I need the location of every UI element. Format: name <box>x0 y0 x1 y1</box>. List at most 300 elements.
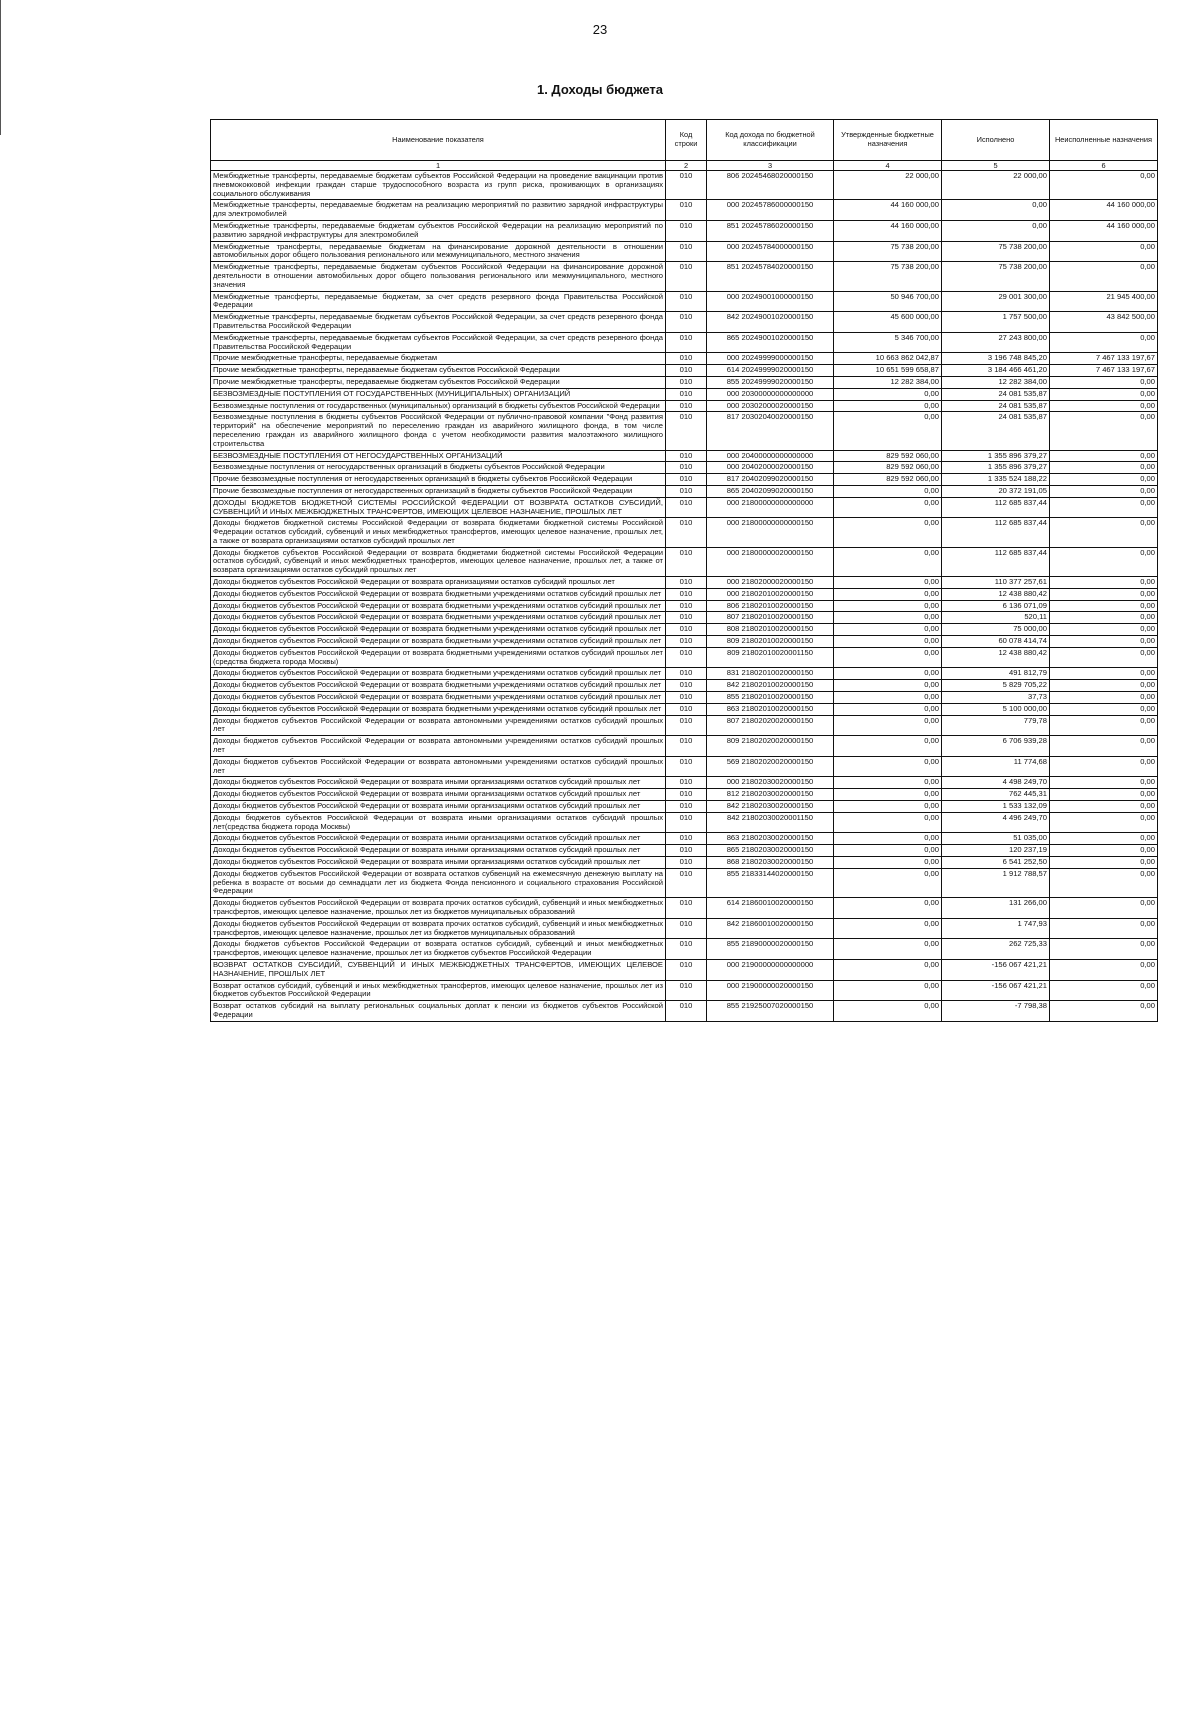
row-approved: 0,00 <box>834 898 942 919</box>
header-income-code: Код дохода по бюджетной классификации <box>707 120 834 161</box>
row-name: Возврат остатков субсидий, субвенций и иных межбюджетных трансфертов, имеющих целевое назначение, прошлых лет из бюджетов субъектов Российской Федерации <box>211 980 666 1001</box>
row-income-code: 812 21802030020000150 <box>707 789 834 801</box>
row-approved: 0,00 <box>834 692 942 704</box>
row-approved: 0,00 <box>834 497 942 518</box>
row-line-code: 010 <box>666 388 707 400</box>
table-row <box>211 980 1158 1001</box>
header-executed: Исполнено <box>942 120 1050 161</box>
row-executed: 520,11 <box>942 612 1050 624</box>
row-executed: 75 000,00 <box>942 624 1050 636</box>
row-executed: 112 685 837,44 <box>942 518 1050 547</box>
table-row <box>211 898 1158 919</box>
row-name: Межбюджетные трансферты, передаваемые бюджетам субъектов Российской Федерации на проведение вакцинации против пневмококковой инфекции граждан старше трудоспособного возраста из групп риска, проживающих в организациях социального обслуживания <box>211 171 666 200</box>
row-unexecuted: 0,00 <box>1050 547 1158 576</box>
row-executed: 5 100 000,00 <box>942 703 1050 715</box>
row-executed: -156 067 421,21 <box>942 980 1050 1001</box>
row-income-code: 000 20249999000000150 <box>707 353 834 365</box>
row-line-code: 010 <box>666 980 707 1001</box>
row-approved: 45 600 000,00 <box>834 312 942 333</box>
row-executed: 6 706 939,28 <box>942 736 1050 757</box>
row-approved: 0,00 <box>834 412 942 450</box>
row-executed: 1 355 896 379,27 <box>942 450 1050 462</box>
row-unexecuted: 21 945 400,00 <box>1050 291 1158 312</box>
header-approved: Утвержденные бюджетные назначения <box>834 120 942 161</box>
row-unexecuted: 0,00 <box>1050 845 1158 857</box>
row-unexecuted: 0,00 <box>1050 777 1158 789</box>
section-title: 1. Доходы бюджета <box>536 82 664 97</box>
row-line-code: 010 <box>666 789 707 801</box>
row-income-code: 855 20249999020000150 <box>707 376 834 388</box>
row-income-code: 817 20402099020000150 <box>707 474 834 486</box>
row-unexecuted: 7 467 133 197,67 <box>1050 353 1158 365</box>
row-line-code: 010 <box>666 833 707 845</box>
row-name: Доходы бюджетов субъектов Российской Федерации от возврата бюджетными учреждениями остатков субсидий прошлых лет <box>211 692 666 704</box>
row-name: Доходы бюджетов субъектов Российской Федерации от возврата автономными учреждениями остатков субсидий прошлых лет <box>211 736 666 757</box>
row-line-code: 010 <box>666 312 707 333</box>
row-name: Доходы бюджетов субъектов Российской Федерации от возврата прочих остатков субсидий, субвенций и иных межбюджетных трансфертов, имеющих целевое назначение, прошлых лет из бюджетов муниципальных образований <box>211 918 666 939</box>
row-unexecuted: 0,00 <box>1050 812 1158 833</box>
row-unexecuted: 0,00 <box>1050 450 1158 462</box>
row-executed: 110 377 257,61 <box>942 577 1050 589</box>
row-approved: 44 160 000,00 <box>834 220 942 241</box>
row-line-code: 010 <box>666 692 707 704</box>
table-row <box>211 868 1158 897</box>
row-income-code: 842 21860010020000150 <box>707 918 834 939</box>
row-executed: 37,73 <box>942 692 1050 704</box>
row-name: Прочие безвозмездные поступления от негосударственных организаций в бюджеты субъектов Российской Федерации <box>211 474 666 486</box>
row-line-code: 010 <box>666 624 707 636</box>
row-approved: 0,00 <box>834 980 942 1001</box>
row-income-code: 614 21860010020000150 <box>707 898 834 919</box>
row-approved: 0,00 <box>834 600 942 612</box>
row-name: Доходы бюджетов субъектов Российской Федерации от возврата бюджетными учреждениями остатков субсидий прошлых лет <box>211 668 666 680</box>
row-executed: 120 237,19 <box>942 845 1050 857</box>
table-row <box>211 577 1158 589</box>
row-name: Межбюджетные трансферты, передаваемые бюджетам субъектов Российской Федерации, за счет средств резервного фонда Правительства Российской Федерации <box>211 332 666 353</box>
row-income-code: 000 20300000000000000 <box>707 388 834 400</box>
row-executed: 4 498 249,70 <box>942 777 1050 789</box>
row-unexecuted: 43 842 500,00 <box>1050 312 1158 333</box>
row-income-code: 863 21802010020000150 <box>707 703 834 715</box>
row-income-code: 000 20245786000000150 <box>707 200 834 221</box>
row-line-code: 010 <box>666 220 707 241</box>
row-executed: 75 738 200,00 <box>942 262 1050 291</box>
row-unexecuted: 0,00 <box>1050 647 1158 668</box>
row-unexecuted: 0,00 <box>1050 376 1158 388</box>
row-unexecuted: 0,00 <box>1050 636 1158 648</box>
table-row <box>211 474 1158 486</box>
row-name: Доходы бюджетов субъектов Российской Федерации от возврата бюджетными учреждениями остатков субсидий прошлых лет <box>211 612 666 624</box>
row-line-code: 010 <box>666 200 707 221</box>
row-line-code: 010 <box>666 547 707 576</box>
row-income-code: 851 20245784020000150 <box>707 262 834 291</box>
row-income-code: 809 21802010020000150 <box>707 636 834 648</box>
row-line-code: 010 <box>666 1001 707 1022</box>
row-approved: 0,00 <box>834 703 942 715</box>
row-income-code: 855 21925007020000150 <box>707 1001 834 1022</box>
row-executed: 29 001 300,00 <box>942 291 1050 312</box>
table-row <box>211 200 1158 221</box>
row-executed: 779,78 <box>942 715 1050 736</box>
row-line-code: 010 <box>666 353 707 365</box>
row-name: Доходы бюджетов субъектов Российской Федерации от возврата бюджетными учреждениями остатков субсидий прошлых лет <box>211 600 666 612</box>
table-row <box>211 756 1158 777</box>
row-approved: 0,00 <box>834 736 942 757</box>
header-unexecuted: Неисполненные назначения <box>1050 120 1158 161</box>
row-unexecuted: 0,00 <box>1050 801 1158 813</box>
row-income-code: 855 21833144020000150 <box>707 868 834 897</box>
row-unexecuted: 0,00 <box>1050 624 1158 636</box>
row-unexecuted: 0,00 <box>1050 388 1158 400</box>
row-line-code: 010 <box>666 636 707 648</box>
row-approved: 0,00 <box>834 518 942 547</box>
row-line-code: 010 <box>666 462 707 474</box>
row-income-code: 807 21802020020000150 <box>707 715 834 736</box>
row-unexecuted: 0,00 <box>1050 497 1158 518</box>
table-row <box>211 959 1158 980</box>
row-name: Доходы бюджетов субъектов Российской Федерации от возврата бюджетными учреждениями остатков субсидий прошлых лет <box>211 624 666 636</box>
row-unexecuted: 0,00 <box>1050 939 1158 960</box>
row-unexecuted: 0,00 <box>1050 868 1158 897</box>
row-name: Доходы бюджетов субъектов Российской Федерации от возврата бюджетными учреждениями остатков субсидий прошлых лет <box>211 636 666 648</box>
row-executed: 1 335 524 188,22 <box>942 474 1050 486</box>
row-approved: 0,00 <box>834 485 942 497</box>
row-line-code: 010 <box>666 474 707 486</box>
row-name: Межбюджетные трансферты, передаваемые бюджетам на финансирование дорожной деятельности в отношении автомобильных дорог общего пользования регионального или межмуниципального, местного значения <box>211 241 666 262</box>
row-approved: 0,00 <box>834 388 942 400</box>
row-unexecuted: 0,00 <box>1050 612 1158 624</box>
row-line-code: 010 <box>666 715 707 736</box>
row-approved: 0,00 <box>834 647 942 668</box>
table-row <box>211 801 1158 813</box>
row-income-code: 569 21802020020000150 <box>707 756 834 777</box>
table-row <box>211 497 1158 518</box>
table-row <box>211 918 1158 939</box>
row-line-code: 010 <box>666 756 707 777</box>
table-header <box>211 120 1158 171</box>
row-line-code: 010 <box>666 376 707 388</box>
row-name: Доходы бюджетов субъектов Российской Федерации от возврата прочих остатков субсидий, субвенций и иных межбюджетных трансфертов, имеющих целевое назначение, прошлых лет из бюджетов муниципальных образований <box>211 898 666 919</box>
row-approved: 0,00 <box>834 868 942 897</box>
row-line-code: 010 <box>666 332 707 353</box>
row-name: Доходы бюджетов субъектов Российской Федерации от возврата остатков субвенций на ежемесячную денежную выплату на ребенка в возрасте от восьми до семнадцати лет из бюджета Фонда пенсионного и социального страхования Российской Федерации <box>211 868 666 897</box>
row-line-code: 010 <box>666 518 707 547</box>
row-approved: 12 282 384,00 <box>834 376 942 388</box>
row-income-code: 000 21802000020000150 <box>707 577 834 589</box>
table-row <box>211 171 1158 200</box>
row-name: Доходы бюджетов субъектов Российской Федерации от возврата иными организациями остатков субсидий прошлых лет <box>211 801 666 813</box>
row-executed: 1 747,93 <box>942 918 1050 939</box>
row-name: Межбюджетные трансферты, передаваемые бюджетам субъектов Российской Федерации на реализацию мероприятий по развитию зарядной инфраструктуры для электромобилей <box>211 220 666 241</box>
row-income-code: 865 20402099020000150 <box>707 485 834 497</box>
row-unexecuted: 44 160 000,00 <box>1050 200 1158 221</box>
row-executed: 60 078 414,74 <box>942 636 1050 648</box>
row-unexecuted: 7 467 133 197,67 <box>1050 365 1158 377</box>
row-executed: 4 496 249,70 <box>942 812 1050 833</box>
row-income-code: 806 20245468020000150 <box>707 171 834 200</box>
row-name: Безвозмездные поступления в бюджеты субъектов Российской Федерации от публично-правовой компании "Фонд развития территорий" на обеспечение мероприятий по переселению граждан из аварийного жилищного фонда, в том числе переселению граждан из аварийного жилищного фонда с учетом необходимости развития малоэтажного жилищного строительства <box>211 412 666 450</box>
row-executed: 1 757 500,00 <box>942 312 1050 333</box>
column-number: 3 <box>707 161 834 171</box>
row-executed: 3 184 466 461,20 <box>942 365 1050 377</box>
row-unexecuted: 44 160 000,00 <box>1050 220 1158 241</box>
table-row <box>211 365 1158 377</box>
row-income-code: 855 21802010020000150 <box>707 692 834 704</box>
table-row <box>211 388 1158 400</box>
table-row <box>211 845 1158 857</box>
row-income-code: 000 20249001000000150 <box>707 291 834 312</box>
row-executed: 75 738 200,00 <box>942 241 1050 262</box>
row-approved: 0,00 <box>834 789 942 801</box>
row-executed: 1 912 788,57 <box>942 868 1050 897</box>
row-name: Доходы бюджетов субъектов Российской Федерации от возврата бюджетными учреждениями остатков субсидий прошлых лет <box>211 703 666 715</box>
column-number: 6 <box>1050 161 1158 171</box>
column-number: 4 <box>834 161 942 171</box>
row-unexecuted: 0,00 <box>1050 262 1158 291</box>
table-row <box>211 588 1158 600</box>
row-name: Доходы бюджетов субъектов Российской Федерации от возврата иными организациями остатков субсидий прошлых лет <box>211 833 666 845</box>
row-approved: 0,00 <box>834 577 942 589</box>
row-unexecuted: 0,00 <box>1050 736 1158 757</box>
table-row <box>211 518 1158 547</box>
row-line-code: 010 <box>666 291 707 312</box>
table-row <box>211 647 1158 668</box>
table-row <box>211 1001 1158 1022</box>
table-row <box>211 400 1158 412</box>
row-name: Прочие межбюджетные трансферты, передаваемые бюджетам <box>211 353 666 365</box>
row-approved: 0,00 <box>834 588 942 600</box>
row-executed: 112 685 837,44 <box>942 547 1050 576</box>
row-approved: 0,00 <box>834 612 942 624</box>
row-income-code: 842 21802010020000150 <box>707 680 834 692</box>
table-row <box>211 600 1158 612</box>
row-income-code: 865 21802030020000150 <box>707 845 834 857</box>
row-approved: 0,00 <box>834 777 942 789</box>
row-executed: 27 243 800,00 <box>942 332 1050 353</box>
row-income-code: 865 20249001020000150 <box>707 332 834 353</box>
row-income-code: 842 21802030020000150 <box>707 801 834 813</box>
row-income-code: 000 20402000020000150 <box>707 462 834 474</box>
table-row <box>211 547 1158 576</box>
row-income-code: 000 20302000020000150 <box>707 400 834 412</box>
row-unexecuted: 0,00 <box>1050 789 1158 801</box>
table-row <box>211 703 1158 715</box>
row-name: Доходы бюджетов субъектов Российской Федерации от возврата иными организациями остатков субсидий прошлых лет <box>211 857 666 869</box>
row-executed: 20 372 191,05 <box>942 485 1050 497</box>
row-unexecuted: 0,00 <box>1050 680 1158 692</box>
row-unexecuted: 0,00 <box>1050 918 1158 939</box>
table-row <box>211 450 1158 462</box>
row-approved: 829 592 060,00 <box>834 474 942 486</box>
row-income-code: 806 21802010020000150 <box>707 600 834 612</box>
row-executed: 112 685 837,44 <box>942 497 1050 518</box>
table-row <box>211 291 1158 312</box>
table-row <box>211 812 1158 833</box>
row-approved: 0,00 <box>834 833 942 845</box>
row-line-code: 010 <box>666 497 707 518</box>
row-name: Доходы бюджетов субъектов Российской Федерации от возврата иными организациями остатков субсидий прошлых лет <box>211 777 666 789</box>
row-line-code: 010 <box>666 577 707 589</box>
row-line-code: 010 <box>666 485 707 497</box>
row-approved: 0,00 <box>834 680 942 692</box>
row-line-code: 010 <box>666 959 707 980</box>
row-executed: 491 812,79 <box>942 668 1050 680</box>
table-row <box>211 376 1158 388</box>
header-line-code: Код строки <box>666 120 707 161</box>
row-name: Доходы бюджетов субъектов Российской Федерации от возврата иными организациями остатков субсидий прошлых лет <box>211 845 666 857</box>
row-unexecuted: 0,00 <box>1050 692 1158 704</box>
row-income-code: 000 21800000020000150 <box>707 547 834 576</box>
row-unexecuted: 0,00 <box>1050 332 1158 353</box>
row-name: Межбюджетные трансферты, передаваемые бюджетам субъектов Российской Федерации, за счет средств резервного фонда Правительства Российской Федерации <box>211 312 666 333</box>
row-unexecuted: 0,00 <box>1050 980 1158 1001</box>
row-executed: 0,00 <box>942 200 1050 221</box>
row-approved: 0,00 <box>834 845 942 857</box>
row-unexecuted: 0,00 <box>1050 1001 1158 1022</box>
scan-edge-mark <box>0 0 1 135</box>
row-approved: 10 651 599 658,87 <box>834 365 942 377</box>
table-row <box>211 668 1158 680</box>
row-name: Безвозмездные поступления от негосударственных организаций в бюджеты субъектов Российской Федерации <box>211 462 666 474</box>
row-line-code: 010 <box>666 898 707 919</box>
row-executed: -7 798,38 <box>942 1001 1050 1022</box>
table-row <box>211 692 1158 704</box>
table-row <box>211 636 1158 648</box>
row-line-code: 010 <box>666 450 707 462</box>
row-unexecuted: 0,00 <box>1050 898 1158 919</box>
row-income-code: 614 20249999020000150 <box>707 365 834 377</box>
row-unexecuted: 0,00 <box>1050 857 1158 869</box>
row-name: Доходы бюджетов субъектов Российской Федерации от возврата остатков субсидий, субвенций и иных межбюджетных трансфертов, имеющих целевое назначение, прошлых лет из бюджетов субъектов Российской Федерации <box>211 939 666 960</box>
row-income-code: 851 20245786020000150 <box>707 220 834 241</box>
row-income-code: 817 20302040020000150 <box>707 412 834 450</box>
row-unexecuted: 0,00 <box>1050 833 1158 845</box>
row-unexecuted: 0,00 <box>1050 412 1158 450</box>
row-unexecuted: 0,00 <box>1050 588 1158 600</box>
table-row <box>211 680 1158 692</box>
row-line-code: 010 <box>666 703 707 715</box>
table-row <box>211 715 1158 736</box>
row-approved: 829 592 060,00 <box>834 462 942 474</box>
row-unexecuted: 0,00 <box>1050 756 1158 777</box>
row-line-code: 010 <box>666 365 707 377</box>
row-name: Безвозмездные поступления от государственных (муниципальных) организаций в бюджеты субъектов Российской Федерации <box>211 400 666 412</box>
row-income-code: 863 21802030020000150 <box>707 833 834 845</box>
row-approved: 0,00 <box>834 547 942 576</box>
row-approved: 0,00 <box>834 1001 942 1022</box>
row-line-code: 010 <box>666 171 707 200</box>
row-approved: 10 663 862 042,87 <box>834 353 942 365</box>
row-name: Доходы бюджетов субъектов Российской Федерации от возврата иными организациями остатков субсидий прошлых лет(средства бюджета города Москвы) <box>211 812 666 833</box>
table-row <box>211 312 1158 333</box>
row-approved: 0,00 <box>834 857 942 869</box>
row-approved: 0,00 <box>834 918 942 939</box>
row-name: Межбюджетные трансферты, передаваемые бюджетам субъектов Российской Федерации на финансирование дорожной деятельности в отношении автомобильных дорог общего пользования регионального или межмуниципального, местного значения <box>211 262 666 291</box>
table-row <box>211 241 1158 262</box>
row-approved: 50 946 700,00 <box>834 291 942 312</box>
row-unexecuted: 0,00 <box>1050 474 1158 486</box>
row-name: БЕЗВОЗМЕЗДНЫЕ ПОСТУПЛЕНИЯ ОТ ГОСУДАРСТВЕННЫХ (МУНИЦИПАЛЬНЫХ) ОРГАНИЗАЦИЙ <box>211 388 666 400</box>
row-line-code: 010 <box>666 680 707 692</box>
column-number-row <box>211 161 1158 171</box>
row-unexecuted: 0,00 <box>1050 600 1158 612</box>
row-line-code: 010 <box>666 801 707 813</box>
row-income-code: 855 21890000020000150 <box>707 939 834 960</box>
row-income-code: 000 21900000000000000 <box>707 959 834 980</box>
row-executed: 5 829 705,22 <box>942 680 1050 692</box>
row-executed: 22 000,00 <box>942 171 1050 200</box>
table-row <box>211 833 1158 845</box>
table-row <box>211 736 1158 757</box>
row-line-code: 010 <box>666 939 707 960</box>
row-line-code: 010 <box>666 918 707 939</box>
row-executed: 12 438 880,42 <box>942 588 1050 600</box>
row-approved: 0,00 <box>834 939 942 960</box>
row-name: Межбюджетные трансферты, передаваемые бюджетам на реализацию мероприятий по развитию зарядной инфраструктуры для электромобилей <box>211 200 666 221</box>
row-name: Прочие межбюджетные трансферты, передаваемые бюджетам субъектов Российской Федерации <box>211 376 666 388</box>
table-row <box>211 332 1158 353</box>
row-income-code: 000 21802030020000150 <box>707 777 834 789</box>
row-income-code: 868 21802030020000150 <box>707 857 834 869</box>
row-income-code: 807 21802010020000150 <box>707 612 834 624</box>
row-line-code: 010 <box>666 812 707 833</box>
row-unexecuted: 0,00 <box>1050 959 1158 980</box>
row-income-code: 000 21800000000000150 <box>707 518 834 547</box>
row-name: Доходы бюджетов субъектов Российской Федерации от возврата бюджетными учреждениями остатков субсидий прошлых лет (средства бюджета города Москвы) <box>211 647 666 668</box>
row-name: Доходы бюджетов бюджетной системы Российской Федерации от возврата бюджетами бюджетной системы Российской Федерации остатков субсидий, субвенций и иных межбюджетных трансфертов, имеющих целевое назначение, прошлых лет, а также от возврата организациями остатков субсидий прошлых лет <box>211 518 666 547</box>
table-row <box>211 462 1158 474</box>
row-executed: 51 035,00 <box>942 833 1050 845</box>
row-income-code: 000 20245784000000150 <box>707 241 834 262</box>
row-income-code: 000 21802010020000150 <box>707 588 834 600</box>
row-name: ДОХОДЫ БЮДЖЕТОВ БЮДЖЕТНОЙ СИСТЕМЫ РОССИЙСКОЙ ФЕДЕРАЦИИ ОТ ВОЗВРАТА ОСТАТКОВ СУБСИДИЙ, СУБВЕНЦИЙ И ИНЫХ МЕЖБЮДЖЕТНЫХ ТРАНСФЕРТОВ, ИМЕЮЩИХ ЦЕЛЕВОЕ НАЗНАЧЕНИЕ, ПРОШЛЫХ ЛЕТ <box>211 497 666 518</box>
table-row <box>211 857 1158 869</box>
row-line-code: 010 <box>666 241 707 262</box>
row-approved: 75 738 200,00 <box>834 262 942 291</box>
row-income-code: 809 21802010020001150 <box>707 647 834 668</box>
row-line-code: 010 <box>666 400 707 412</box>
row-name: Доходы бюджетов субъектов Российской Федерации от возврата бюджетами бюджетной системы Российской Федерации остатков субсидий, субвенций и иных межбюджетных трансфертов, имеющих целевое назначение, прошлых лет, а также от возврата организациями остатков субсидий прошлых лет <box>211 547 666 576</box>
row-income-code: 809 21802020020000150 <box>707 736 834 757</box>
row-approved: 0,00 <box>834 801 942 813</box>
table-row <box>211 777 1158 789</box>
table-row <box>211 412 1158 450</box>
row-approved: 75 738 200,00 <box>834 241 942 262</box>
row-approved: 0,00 <box>834 624 942 636</box>
row-line-code: 010 <box>666 736 707 757</box>
row-line-code: 010 <box>666 600 707 612</box>
row-approved: 44 160 000,00 <box>834 200 942 221</box>
row-executed: 3 196 748 845,20 <box>942 353 1050 365</box>
row-approved: 0,00 <box>834 400 942 412</box>
row-unexecuted: 0,00 <box>1050 518 1158 547</box>
row-income-code: 808 21802010020000150 <box>707 624 834 636</box>
row-income-code: 842 20249001020000150 <box>707 312 834 333</box>
row-name: Доходы бюджетов субъектов Российской Федерации от возврата бюджетными учреждениями остатков субсидий прошлых лет <box>211 588 666 600</box>
row-income-code: 000 20400000000000000 <box>707 450 834 462</box>
row-executed: 12 438 880,42 <box>942 647 1050 668</box>
row-executed: 0,00 <box>942 220 1050 241</box>
row-executed: 24 081 535,87 <box>942 388 1050 400</box>
row-executed: 1 355 896 379,27 <box>942 462 1050 474</box>
row-unexecuted: 0,00 <box>1050 241 1158 262</box>
row-executed: 6 136 071,09 <box>942 600 1050 612</box>
row-unexecuted: 0,00 <box>1050 462 1158 474</box>
row-line-code: 010 <box>666 612 707 624</box>
row-line-code: 010 <box>666 857 707 869</box>
row-name: ВОЗВРАТ ОСТАТКОВ СУБСИДИЙ, СУБВЕНЦИЙ И ИНЫХ МЕЖБЮДЖЕТНЫХ ТРАНСФЕРТОВ, ИМЕЮЩИХ ЦЕЛЕВОЕ НАЗНАЧЕНИЕ, ПРОШЛЫХ ЛЕТ <box>211 959 666 980</box>
row-income-code: 000 21800000000000000 <box>707 497 834 518</box>
